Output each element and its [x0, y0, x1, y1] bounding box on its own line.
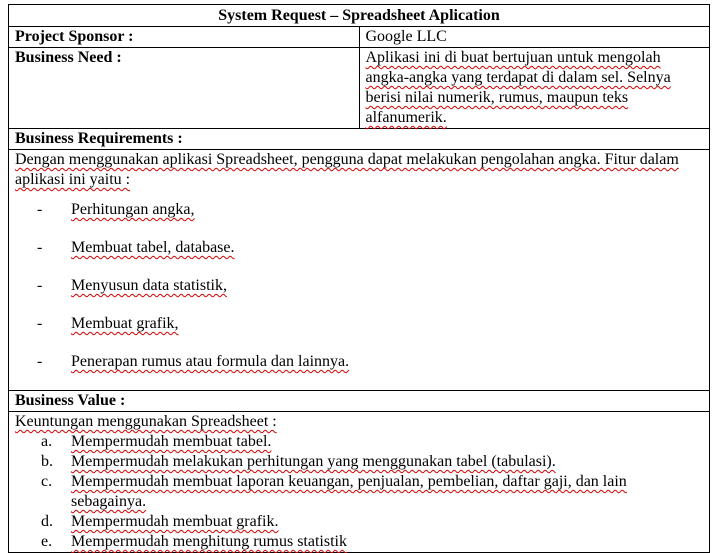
bullet-dash: -: [37, 277, 43, 294]
list-marker: c.: [41, 473, 53, 490]
list-item: [41, 472, 703, 512]
value-text: Mempermudah membuat laporan keuangan, penjualan, pembelian, daftar gaji, dan lain sebagainya.: [71, 473, 627, 510]
requirement-text: Penerapan rumus atau formula dan lainnya.: [71, 353, 350, 370]
business-requirements-heading: Business Requirements :: [9, 129, 710, 150]
sponsor-label: Project Sponsor :: [9, 27, 360, 48]
value-text: Mempermudah membuat grafik.: [71, 513, 279, 530]
requirement-text: Membuat tabel, database.: [71, 239, 235, 256]
requirements-list: [15, 200, 703, 390]
list-item: [37, 314, 703, 352]
value-list: [15, 432, 703, 552]
sponsor-value: Google LLC: [359, 27, 710, 48]
list-marker: e.: [41, 533, 53, 550]
business-value-body: [9, 412, 710, 553]
requirement-text: Perhitungan angka,: [71, 201, 195, 218]
list-item: [37, 200, 703, 238]
list-item: [37, 276, 703, 314]
document-title: System Request – Spreadsheet Aplication: [9, 5, 710, 27]
list-item: [41, 532, 703, 552]
list-marker: a.: [41, 433, 53, 450]
value-text: Mempermudah membuat tabel.: [71, 433, 272, 450]
business-requirements-body: [9, 150, 710, 391]
value-intro: Keuntungan menggunakan Spreadsheet :: [15, 413, 277, 430]
list-item: [41, 432, 703, 452]
business-need-label: Business Need :: [9, 48, 360, 129]
business-value-heading: Business Value :: [9, 391, 710, 412]
requirement-text: Menyusun data statistik,: [71, 277, 227, 294]
system-request-table: [8, 4, 710, 553]
list-item: [37, 352, 703, 390]
business-need-text: Aplikasi ini di buat bertujuan untuk mengolah angka-angka yang terdapat di dalam sel. Selnya berisi nilai numerik, rumus, maupun teks alfanumerik.: [359, 48, 710, 129]
list-marker: d.: [41, 513, 53, 530]
value-text: Mempermudah melakukan perhitungan yang menggunakan tabel (tabulasi).: [71, 453, 556, 470]
list-marker: b.: [41, 453, 53, 470]
bullet-dash: -: [37, 353, 43, 370]
list-item: [41, 512, 703, 532]
value-text: Mempermudah menghitung rumus statistik: [71, 533, 347, 550]
requirements-intro: Dengan menggunakan aplikasi Spreadsheet, pengguna dapat melakukan pengolahan angka. Fitur dalam aplikasi ini yaitu :: [15, 151, 679, 188]
requirement-text: Membuat grafik,: [71, 315, 179, 332]
bullet-dash: -: [37, 315, 43, 332]
system-request-document: [8, 4, 710, 550]
list-item: [37, 238, 703, 276]
list-item: [41, 452, 703, 472]
bullet-dash: -: [37, 239, 43, 256]
bullet-dash: -: [37, 201, 43, 218]
